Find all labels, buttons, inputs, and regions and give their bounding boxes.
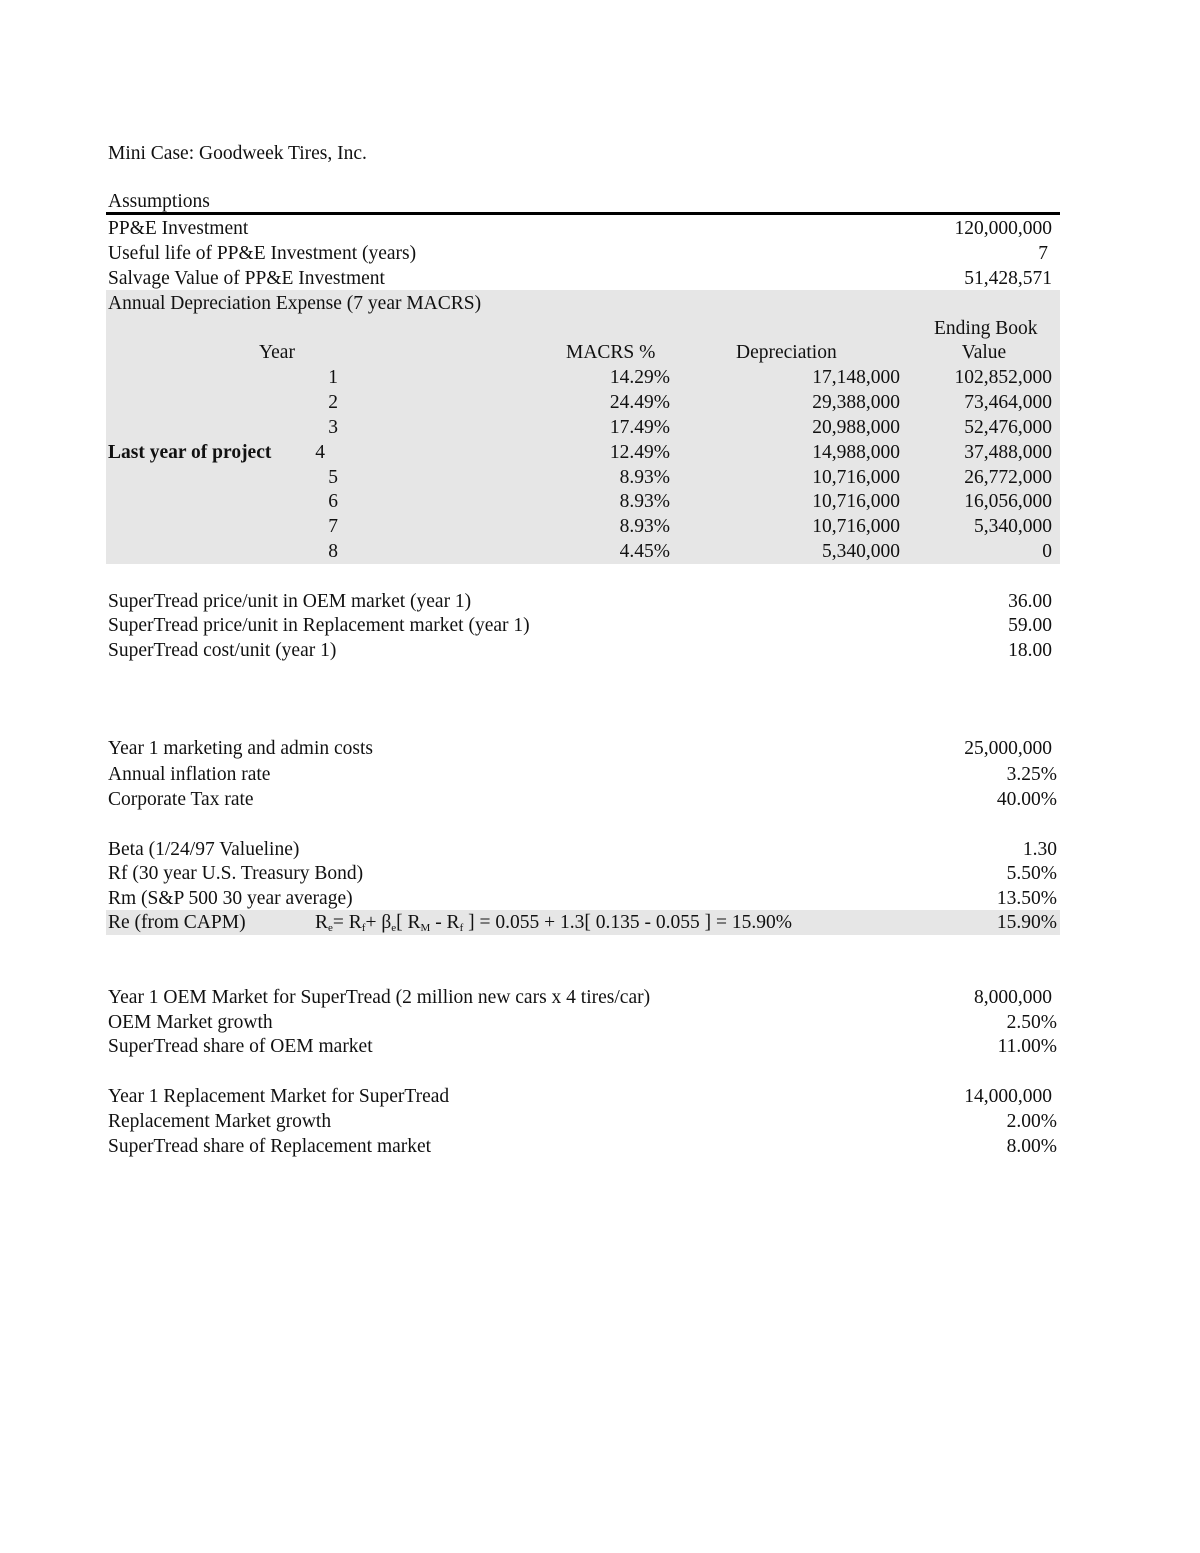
rf-label: Rf (30 year U.S. Treasury Bond) bbox=[108, 863, 364, 884]
dep-row-ending-book: 16,056,000 bbox=[964, 491, 1052, 512]
dep-row-depreciation: 10,716,000 bbox=[812, 467, 900, 488]
dep-row-ending-book: 26,772,000 bbox=[964, 467, 1052, 488]
replacement-price-value: 59.00 bbox=[1008, 615, 1052, 636]
useful-life-label: Useful life of PP&E Investment (years) bbox=[108, 243, 417, 264]
oem-share-value: 11.00% bbox=[997, 1036, 1057, 1057]
rf-value: 5.50% bbox=[1006, 863, 1057, 884]
dep-row-ending-book: 52,476,000 bbox=[964, 417, 1052, 438]
salvage-value-label: Salvage Value of PP&E Investment bbox=[108, 268, 385, 289]
dep-row-ending-book: 73,464,000 bbox=[964, 392, 1052, 413]
header-macrs: MACRS % bbox=[566, 342, 656, 363]
header-ending-book-value: Value bbox=[961, 342, 1007, 363]
marketing-admin-label: Year 1 marketing and admin costs bbox=[108, 738, 374, 759]
oem-growth-value: 2.50% bbox=[1006, 1012, 1057, 1033]
dep-row-depreciation: 5,340,000 bbox=[822, 541, 900, 562]
dep-row-macrs: 12.49% bbox=[609, 442, 670, 463]
ppe-investment-label: PP&E Investment bbox=[108, 218, 249, 239]
heading-rule bbox=[106, 212, 1060, 215]
replacement-share-value: 8.00% bbox=[1006, 1136, 1057, 1157]
replacement-market-value: 14,000,000 bbox=[964, 1086, 1052, 1107]
dep-row-year: 1 bbox=[328, 367, 338, 388]
dep-row-depreciation: 10,716,000 bbox=[812, 516, 900, 537]
oem-growth-label: OEM Market growth bbox=[108, 1012, 273, 1033]
salvage-value-value: 51,428,571 bbox=[964, 268, 1052, 289]
dep-row-depreciation: 14,988,000 bbox=[812, 442, 900, 463]
dep-row-year: 7 bbox=[328, 516, 338, 537]
oem-market-label: Year 1 OEM Market for SuperTread (2 million new cars x 4 tires/car) bbox=[108, 987, 651, 1008]
dep-row-year: 6 bbox=[328, 491, 338, 512]
header-ending-book: Ending Book bbox=[934, 318, 1038, 339]
dep-row-year: 4 bbox=[315, 442, 325, 463]
dep-row-ending-book: 37,488,000 bbox=[964, 442, 1052, 463]
re-label: Re (from CAPM) bbox=[108, 912, 246, 933]
header-depreciation: Depreciation bbox=[736, 342, 837, 363]
dep-row-macrs: 8.93% bbox=[619, 467, 670, 488]
dep-row-ending-book: 5,340,000 bbox=[974, 516, 1052, 537]
oem-price-value: 36.00 bbox=[1008, 591, 1052, 612]
unit-cost-value: 18.00 bbox=[1008, 640, 1052, 661]
dep-row-depreciation: 17,148,000 bbox=[812, 367, 900, 388]
re-value: 15.90% bbox=[996, 912, 1057, 933]
replacement-market-label: Year 1 Replacement Market for SuperTread bbox=[108, 1086, 450, 1107]
replacement-share-label: SuperTread share of Replacement market bbox=[108, 1136, 432, 1157]
dep-row-ending-book: 0 bbox=[1042, 541, 1052, 562]
oem-price-label: SuperTread price/unit in OEM market (year 1) bbox=[108, 591, 472, 612]
dep-row-macrs: 14.29% bbox=[609, 367, 670, 388]
dep-row-year: 5 bbox=[328, 467, 338, 488]
dep-row-depreciation: 10,716,000 bbox=[812, 491, 900, 512]
depreciation-heading: Annual Depreciation Expense (7 year MACRS) bbox=[108, 293, 482, 314]
ppe-investment-value: 120,000,000 bbox=[954, 218, 1052, 239]
assumptions-heading: Assumptions bbox=[108, 191, 210, 212]
beta-value: 1.30 bbox=[1022, 839, 1057, 860]
capm-formula-tail: ] = 0.055 + 1.3[ 0.135 - 0.055 ] = 15.90% bbox=[463, 912, 792, 933]
rm-label: Rm (S&P 500 30 year average) bbox=[108, 888, 353, 909]
replacement-growth-value: 2.00% bbox=[1006, 1111, 1057, 1132]
oem-market-value: 8,000,000 bbox=[974, 987, 1052, 1008]
dep-row-macrs: 17.49% bbox=[609, 417, 670, 438]
dep-row-macrs: 4.45% bbox=[619, 541, 670, 562]
dep-row-depreciation: 29,388,000 bbox=[812, 392, 900, 413]
capm-formula: $R_e= R_f+ \beta_e$[ $R_M - R_f$ ] = 0.055 + 1.3[ 0.135 - 0.055 ] = 15.90% bbox=[315, 912, 792, 934]
dep-row-macrs: 8.93% bbox=[619, 516, 670, 537]
dep-row-year: 8 bbox=[328, 541, 338, 562]
page-title: Mini Case: Goodweek Tires, Inc. bbox=[108, 143, 367, 164]
replacement-growth-label: Replacement Market growth bbox=[108, 1111, 332, 1132]
dep-row-year: 2 bbox=[328, 392, 338, 413]
oem-share-label: SuperTread share of OEM market bbox=[108, 1036, 373, 1057]
unit-cost-label: SuperTread cost/unit (year 1) bbox=[108, 640, 337, 661]
dep-row-macrs: 8.93% bbox=[619, 491, 670, 512]
beta-label: Beta (1/24/97 Valueline) bbox=[108, 839, 300, 860]
inflation-label: Annual inflation rate bbox=[108, 764, 271, 785]
depreciation-table-background bbox=[106, 290, 1060, 564]
dep-row-depreciation: 20,988,000 bbox=[812, 417, 900, 438]
dep-row-macrs: 24.49% bbox=[609, 392, 670, 413]
last-year-of-project-label: Last year of project bbox=[108, 442, 272, 463]
inflation-value: 3.25% bbox=[1006, 764, 1057, 785]
marketing-admin-value: 25,000,000 bbox=[964, 738, 1052, 759]
dep-row-year: 3 bbox=[328, 417, 338, 438]
header-year: Year bbox=[259, 342, 295, 363]
tax-rate-value: 40.00% bbox=[996, 789, 1057, 810]
useful-life-value: 7 bbox=[1038, 243, 1048, 264]
rm-value: 13.50% bbox=[996, 888, 1057, 909]
dep-row-ending-book: 102,852,000 bbox=[954, 367, 1052, 388]
tax-rate-label: Corporate Tax rate bbox=[108, 789, 254, 810]
replacement-price-label: SuperTread price/unit in Replacement market (year 1) bbox=[108, 615, 530, 636]
